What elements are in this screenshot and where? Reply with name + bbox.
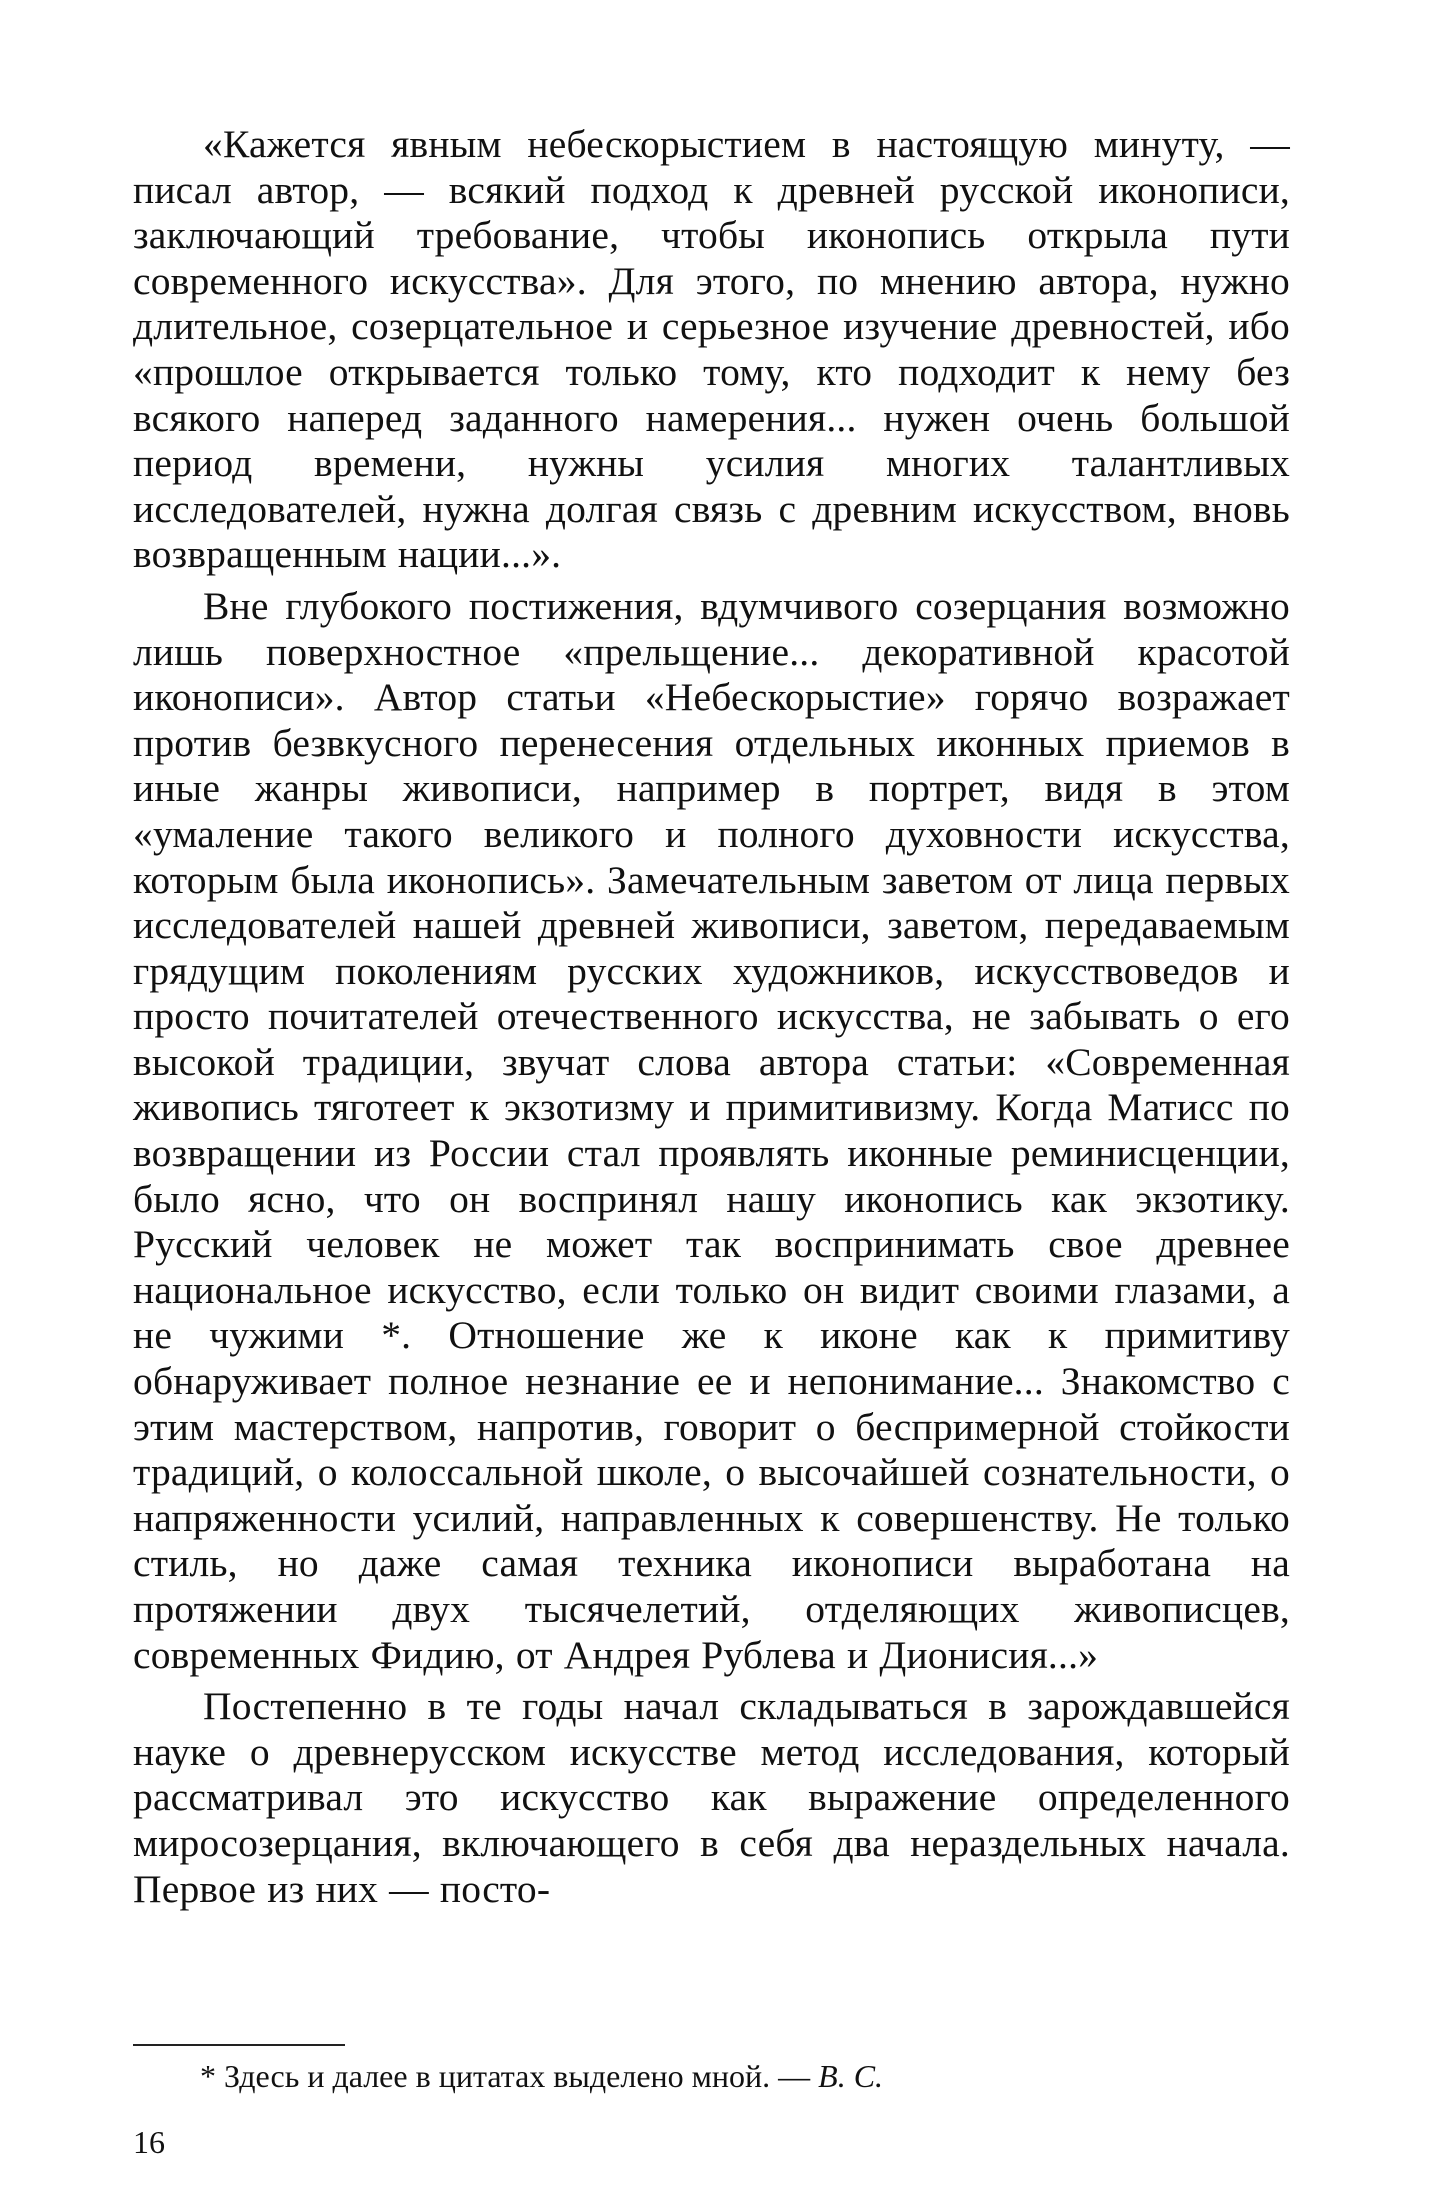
paragraph-3: Постепенно в те годы начал складываться в зарождавшейся науке о древнерусском искусстве метод исследования, который рассматривал это искусство как выражение определенного миросозерцания, включающего в себя два нераздельных начала. Первое из них — посто- [133, 1684, 1290, 1911]
page-number: 16 [133, 2124, 165, 2160]
footnote-divider [133, 2044, 345, 2046]
footnote-author: В. С. [818, 2058, 884, 2094]
footnote-text: * Здесь и далее в цитатах выделено мной. — [200, 2058, 819, 2094]
footnote [200, 2056, 1300, 2096]
page-body [133, 122, 1290, 1912]
paragraph-2: Вне глубокого постижения, вдумчивого созерцания возможно лишь поверхностное «прельщение... декоративной красотой иконописи». Автор статьи «Небескорыстие» горячо возражает против безвкусного перенесения отдельных иконных приемов в иные жанры живописи, например в портрет, видя в этом «умаление такого великого и полного духовности искусства, которым была иконопись». Замечательным заветом от лица первых исследователей нашей древней живописи, заветом, передаваемым грядущим поколениям русских художников, искусствоведов и просто почитателей отечественного искусства, не забывать о его высокой традиции, звучат слова автора статьи: «Современная живопись тяготеет к экзотизму и примитивизму. Когда Матисс по возвращении из России стал проявлять иконные реминисценции, было ясно, что он воспринял нашу иконопись как экзотику. Русский человек не может так воспринимать свое древнее национальное искусство, если только он видит своими глазами, а не чужими *. Отношение же к иконе как к примитиву обнаруживает полное незнание ее и непонимание... Знакомство с этим мастерством, напротив, говорит о беспримерной стойкости традиций, о колоссальной школе, о высочайшей сознательности, о напряженности усилий, направленных к совершенству. Не только стиль, но даже самая техника иконописи выработана на протяжении двух тысячелетий, отделяющих живописцев, современных Фидию, от Андрея Рублева и Дионисия...» [133, 583, 1290, 1677]
paragraph-1: «Кажется явным небескорыстием в настоящую минуту, — писал автор, — всякий подход к древней русской иконописи, заключающий требование, чтобы иконопись открыла пути современного искусства». Для этого, по мнению автора, нужно длительное, созерцательное и серьезное изучение древностей, ибо «прошлое открывается только тому, кто подходит к нему без всякого наперед заданного намерения... нужен очень большой период времени, нужны усилия многих талантливых исследователей, нужна долгая связь с древним искусством, вновь возвращенным нации...». [133, 122, 1290, 577]
